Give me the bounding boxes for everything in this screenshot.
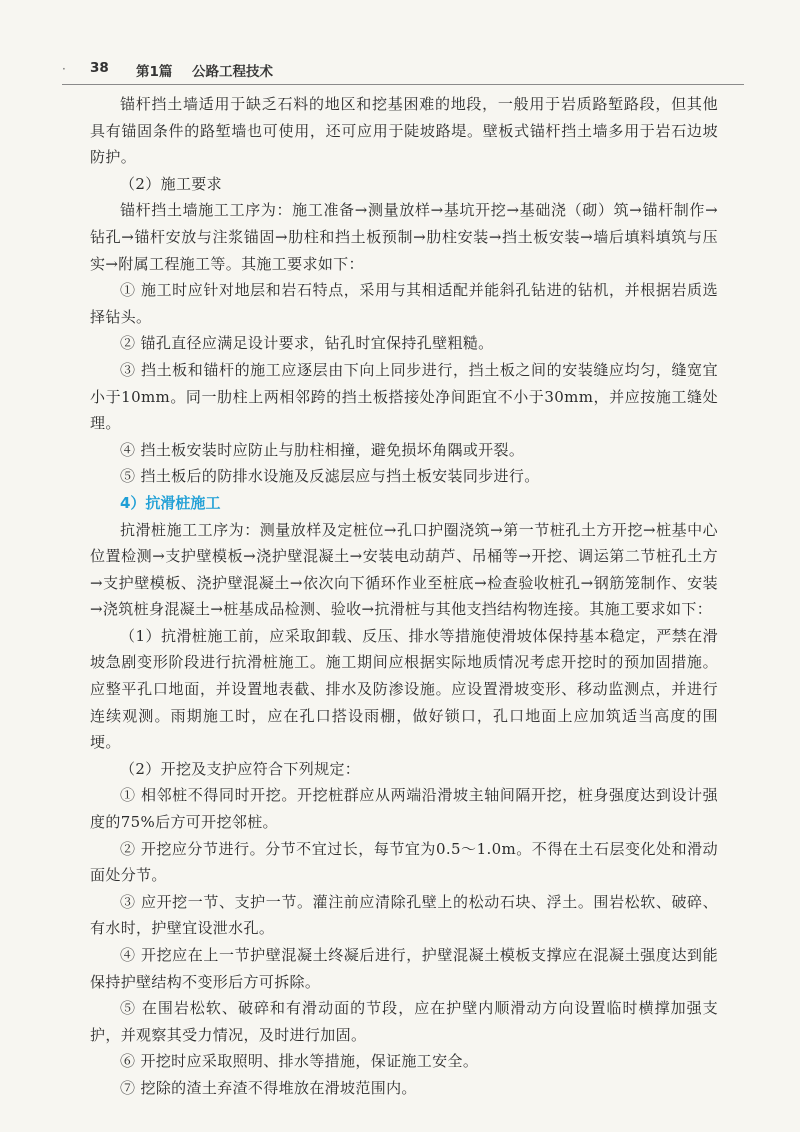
list-item: ① 施工时应针对地层和岩石特点，采用与其相适配并能斜孔钻进的钻机，并根据岩质选择钻头。 bbox=[90, 281, 718, 326]
list-item: ⑤ 挡土板后的防排水设施及反滤层应与挡土板安装同步进行。 bbox=[120, 467, 540, 486]
list-item: ② 锚孔直径应满足设计要求，钻孔时宜保持孔壁粗糙。 bbox=[120, 334, 494, 353]
paragraph: （1）抗滑桩施工前，应采取卸载、反压、排水等措施使滑坡体保持基本稳定，严禁在滑坡急剧变形阶段进行抗滑桩施工。施工期间应根据实际地质情况考虑开挖时的预加固措施。应整平孔口地面，并设置地表截、排水及防渗设施。应设置滑坡变形、移动监测点，并进行连续观测。雨期施工时，应在孔口搭设雨棚，做好锁口，孔口地面上应加筑适当高度的围埂。 bbox=[90, 626, 718, 752]
list-item: ⑦ 挖除的渣土弃渣不得堆放在滑坡范围内。 bbox=[120, 1078, 417, 1097]
page-body bbox=[90, 91, 718, 1102]
paragraph: 锚杆挡土墙施工工序为：施工准备→测量放样→基坑开挖→基础浇（砌）筑→锚杆制作→钻孔→锚杆安放与注浆锚固→肋柱和挡土板预制→肋柱安装→挡土板安装→墙后填料填筑与压实→附属工程施工等。其施工要求如下： bbox=[90, 201, 718, 273]
paragraph: 锚杆挡土墙适用于缺乏石料的地区和挖基困难的地段，一般用于岩质路堑路段，但其他具有锚固条件的路堑墙也可使用，还可应用于陡坡路堤。壁板式锚杆挡土墙多用于岩石边坡防护。 bbox=[90, 95, 718, 167]
subheading-excavation-support: （2）开挖及支护应符合下列规定： bbox=[120, 759, 361, 778]
list-item: ② 开挖应分节进行。分节不宜过长，每节宜为0.5～1.0m。不得在土石层变化处和滑动面处分节。 bbox=[90, 839, 718, 885]
part-label: 第1篇 bbox=[136, 64, 173, 80]
subheading-construction-requirements: （2）施工要求 bbox=[120, 174, 222, 193]
list-item: ⑥ 开挖时应采取照明、排水等措施，保证施工安全。 bbox=[120, 1052, 479, 1071]
section-heading-anti-slide-pile: 4）抗滑桩施工 bbox=[120, 493, 221, 512]
running-header bbox=[62, 60, 742, 84]
page-number: 38 bbox=[90, 60, 109, 76]
list-item: ③ 应开挖一节、支护一节。灌注前应清除孔壁上的松动石块、浮土。围岩松软、破碎、有水时，护壁宜设泄水孔。 bbox=[90, 892, 718, 938]
header-bullet: · bbox=[62, 62, 66, 76]
list-item: ④ 开挖应在上一节护壁混凝土终凝后进行，护壁混凝土模板支撑应在混凝土强度达到能保持护壁结构不变形后方可拆除。 bbox=[90, 946, 718, 991]
list-item: ⑤ 在围岩松软、破碎和有滑动面的节段，应在护壁内顺滑动方向设置临时横撑加强支护，并观察其受力情况，及时进行加固。 bbox=[90, 999, 718, 1044]
part-title: 公路工程技术 bbox=[192, 64, 273, 80]
list-item: ④ 挡土板安装时应防止与肋柱相撞，避免损坏角隅或开裂。 bbox=[120, 440, 525, 459]
list-item: ③ 挡土板和锚杆的施工应逐层由下向上同步进行，挡土板之间的安装缝应均匀，缝宽宜小于10mm。同一肋柱上两相邻跨的挡土板搭接处净间距宜不小于30mm，并应按施工缝处理。 bbox=[90, 360, 718, 433]
header-divider bbox=[62, 84, 744, 85]
paragraph: 抗滑桩施工工序为：测量放样及定桩位→孔口护圈浇筑→第一节桩孔土方开挖→桩基中心位置检测→支护壁模板→浇护壁混凝土→安装电动葫芦、吊桶等→开挖、调运第二节桩孔土方→支护壁模板、浇护壁混凝土→依次向下循环作业至桩底→检查验收桩孔→钢筋笼制作、安装→浇筑桩身混凝土→桩基成品检测、验收→抗滑桩与其他支挡结构物连接。其施工要求如下： bbox=[90, 520, 718, 619]
list-item: ① 相邻桩不得同时开挖。开挖桩群应从两端沿滑坡主轴间隔开挖，桩身强度达到设计强度的75%后方可开挖邻桩。 bbox=[90, 786, 718, 832]
